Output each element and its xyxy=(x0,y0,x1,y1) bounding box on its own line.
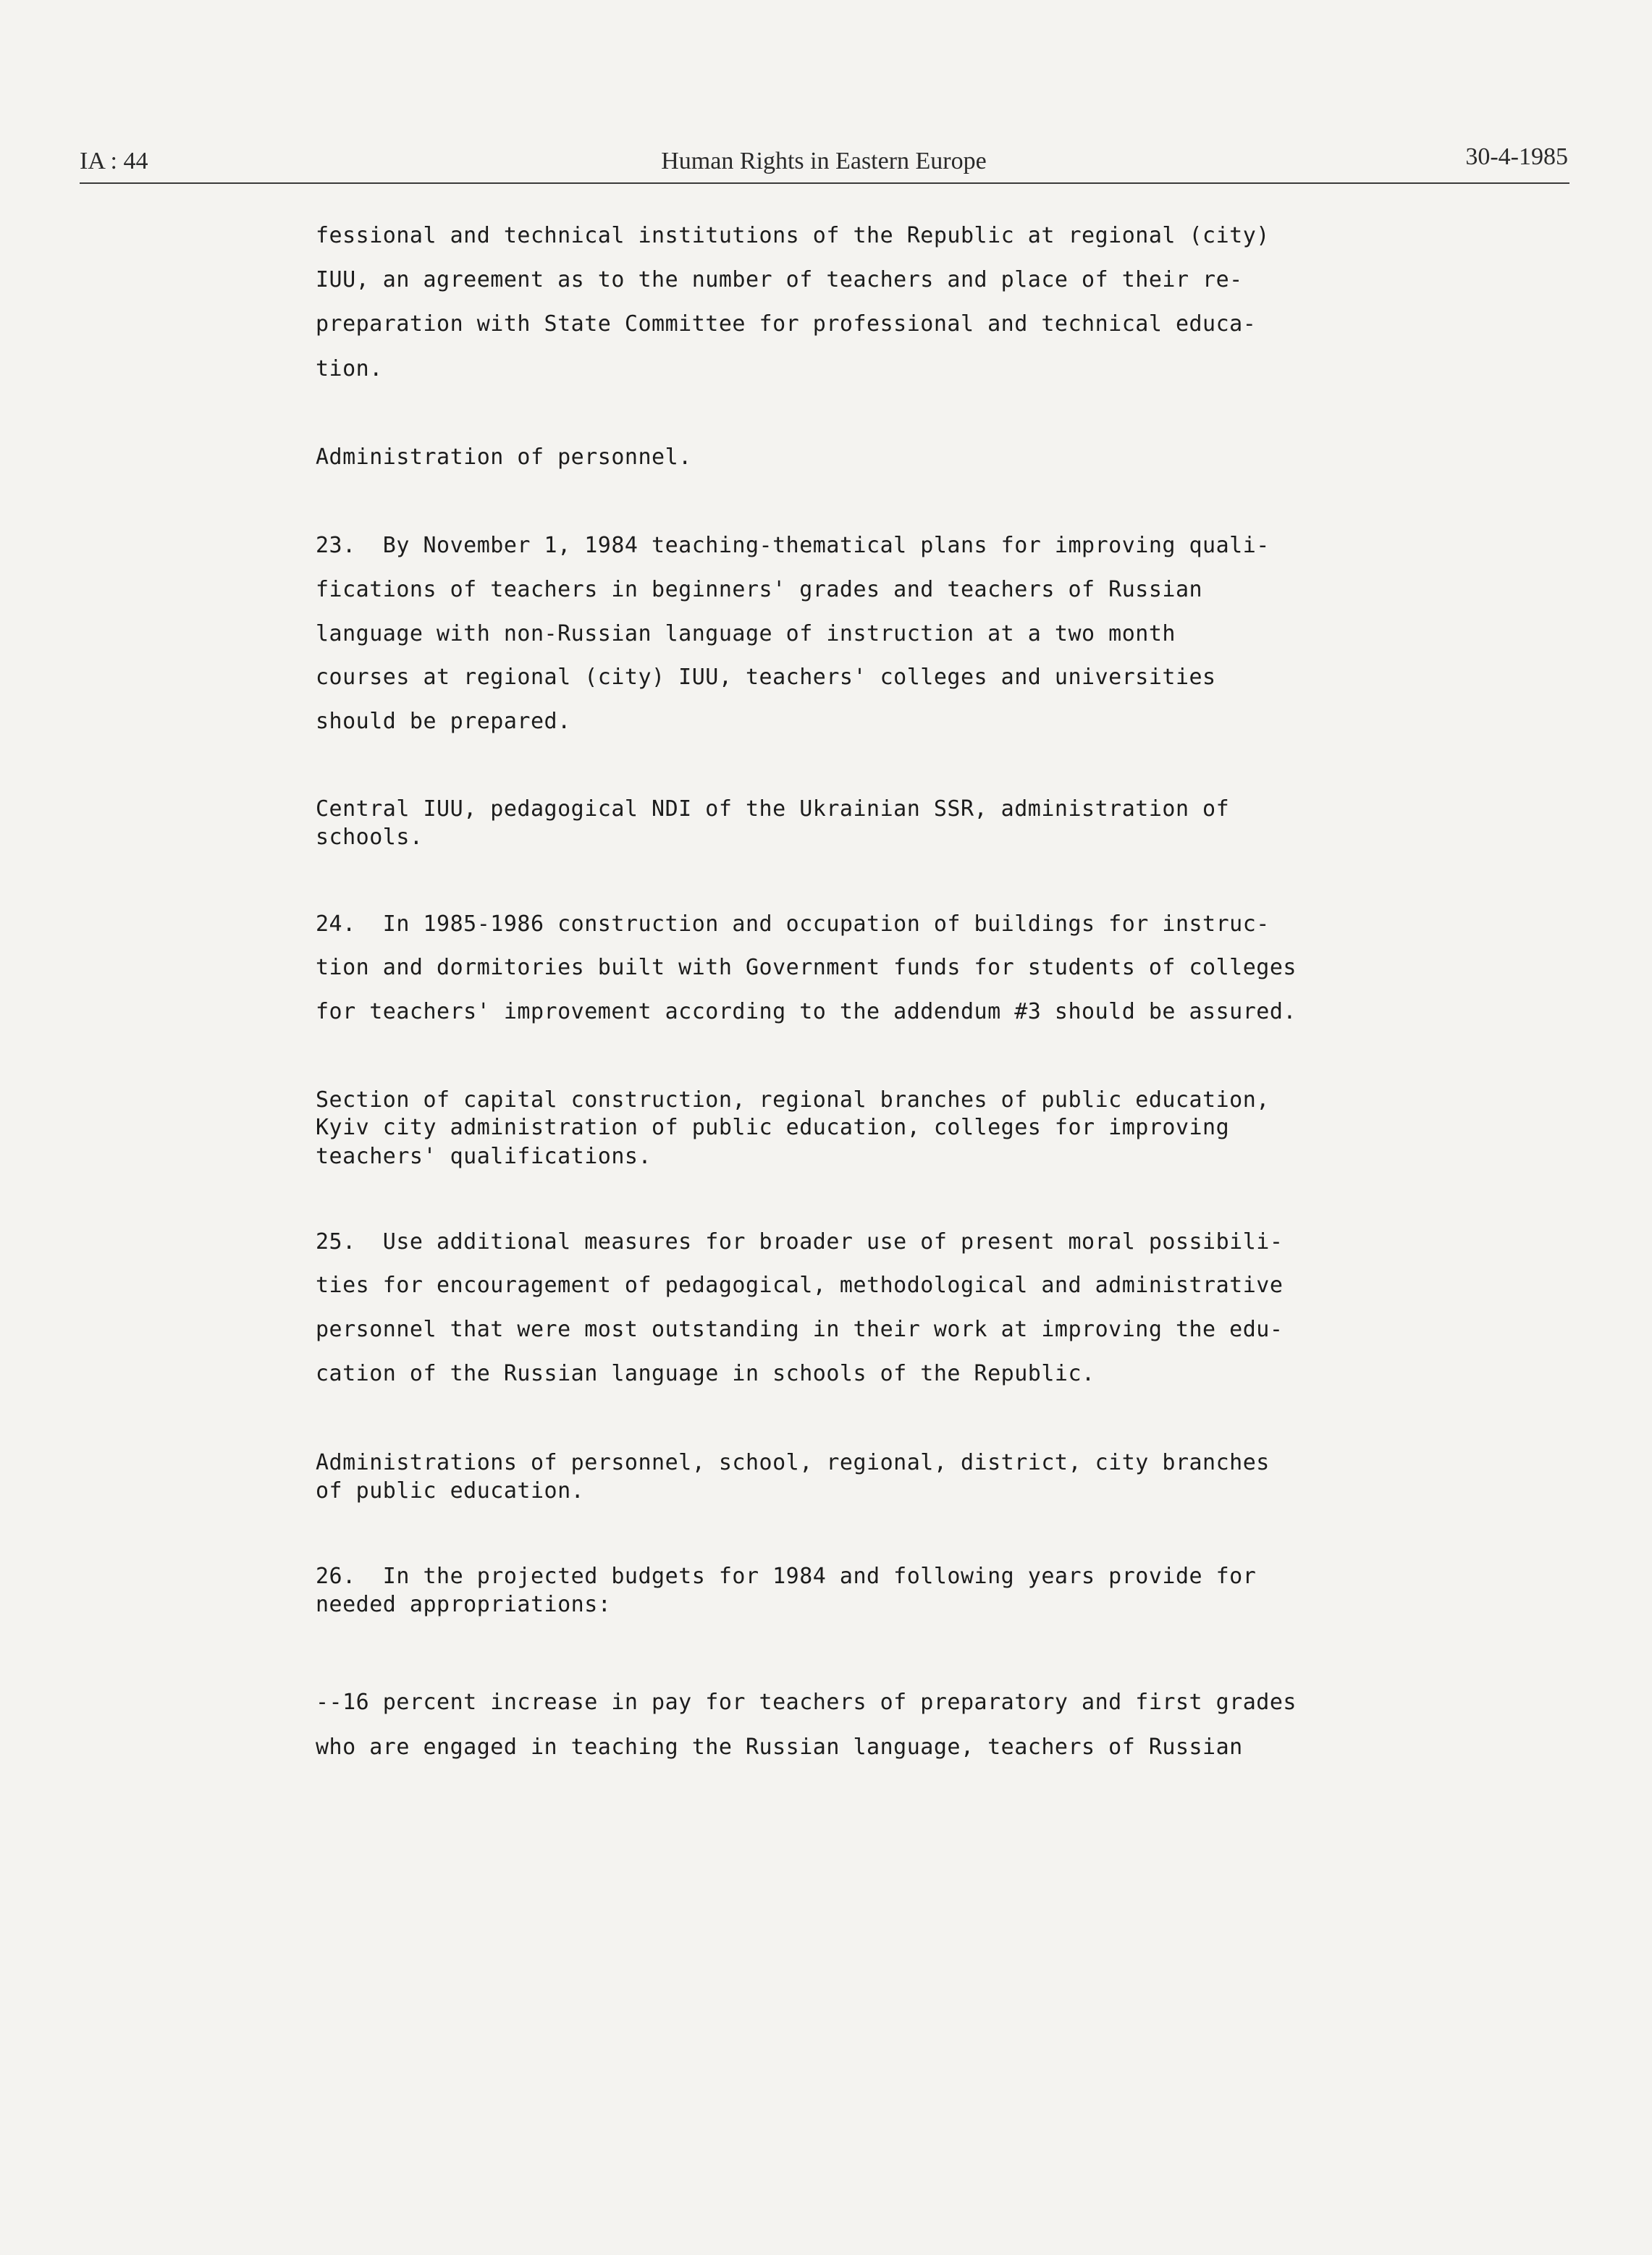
text-line: fications of teachers in beginners' grades and teachers of Russian xyxy=(316,577,1203,602)
text-line: Kyiv city administration of public education, colleges for improving xyxy=(316,1115,1230,1140)
text-line: IUU, an agreement as to the number of teachers and place of their re- xyxy=(316,267,1243,292)
publication-title: Human Rights in Eastern Europe xyxy=(661,148,987,174)
text-line: schools. xyxy=(316,825,423,850)
text-line: 24. In 1985-1986 construction and occupation of buildings for instruc- xyxy=(316,911,1270,937)
text-line: --16 percent increase in pay for teachers of preparatory and first grades xyxy=(316,1690,1297,1715)
text-line: tion. xyxy=(316,356,383,382)
page-number: IA : 44 xyxy=(80,148,148,174)
text-line: of public education. xyxy=(316,1478,585,1504)
text-line: tion and dormitories built with Government funds for students of colleges xyxy=(316,955,1297,980)
text-line: should be prepared. xyxy=(316,709,571,734)
text-line: needed appropriations: xyxy=(316,1592,612,1617)
text-line: courses at regional (city) IUU, teachers' colleges and universities xyxy=(316,665,1216,690)
text-line: 25. Use additional measures for broader use of present moral possibili- xyxy=(316,1229,1284,1255)
text-line: fessional and technical institutions of the Republic at regional (city) xyxy=(316,223,1270,248)
text-line: personnel that were most outstanding in their work at improving the edu- xyxy=(316,1317,1284,1342)
page-header xyxy=(80,143,1568,184)
text-line: cation of the Russian language in schools of the Republic. xyxy=(316,1361,1095,1386)
section-heading: Administration of personnel. xyxy=(316,444,692,470)
text-line: Section of capital construction, regional branches of public education, xyxy=(316,1087,1270,1113)
text-line: language with non-Russian language of instruction at a two month xyxy=(316,621,1176,646)
header-rule xyxy=(80,182,1569,184)
text-line: 23. By November 1, 1984 teaching-thematical plans for improving quali- xyxy=(316,533,1270,558)
text-line: who are engaged in teaching the Russian language, teachers of Russian xyxy=(316,1735,1243,1760)
text-line: Central IUU, pedagogical NDI of the Ukrainian SSR, administration of xyxy=(316,796,1230,822)
text-line: ties for encouragement of pedagogical, methodological and administrative xyxy=(316,1273,1284,1298)
text-line: for teachers' improvement according to the addendum #3 should be assured. xyxy=(316,999,1297,1024)
text-line: preparation with State Committee for professional and technical educa- xyxy=(316,311,1257,337)
text-line: Administrations of personnel, school, regional, district, city branches xyxy=(316,1450,1270,1475)
publication-date: 30-4-1985 xyxy=(1465,143,1568,170)
text-line: 26. In the projected budgets for 1984 and following years provide for xyxy=(316,1564,1257,1589)
text-line: teachers' qualifications. xyxy=(316,1144,652,1169)
